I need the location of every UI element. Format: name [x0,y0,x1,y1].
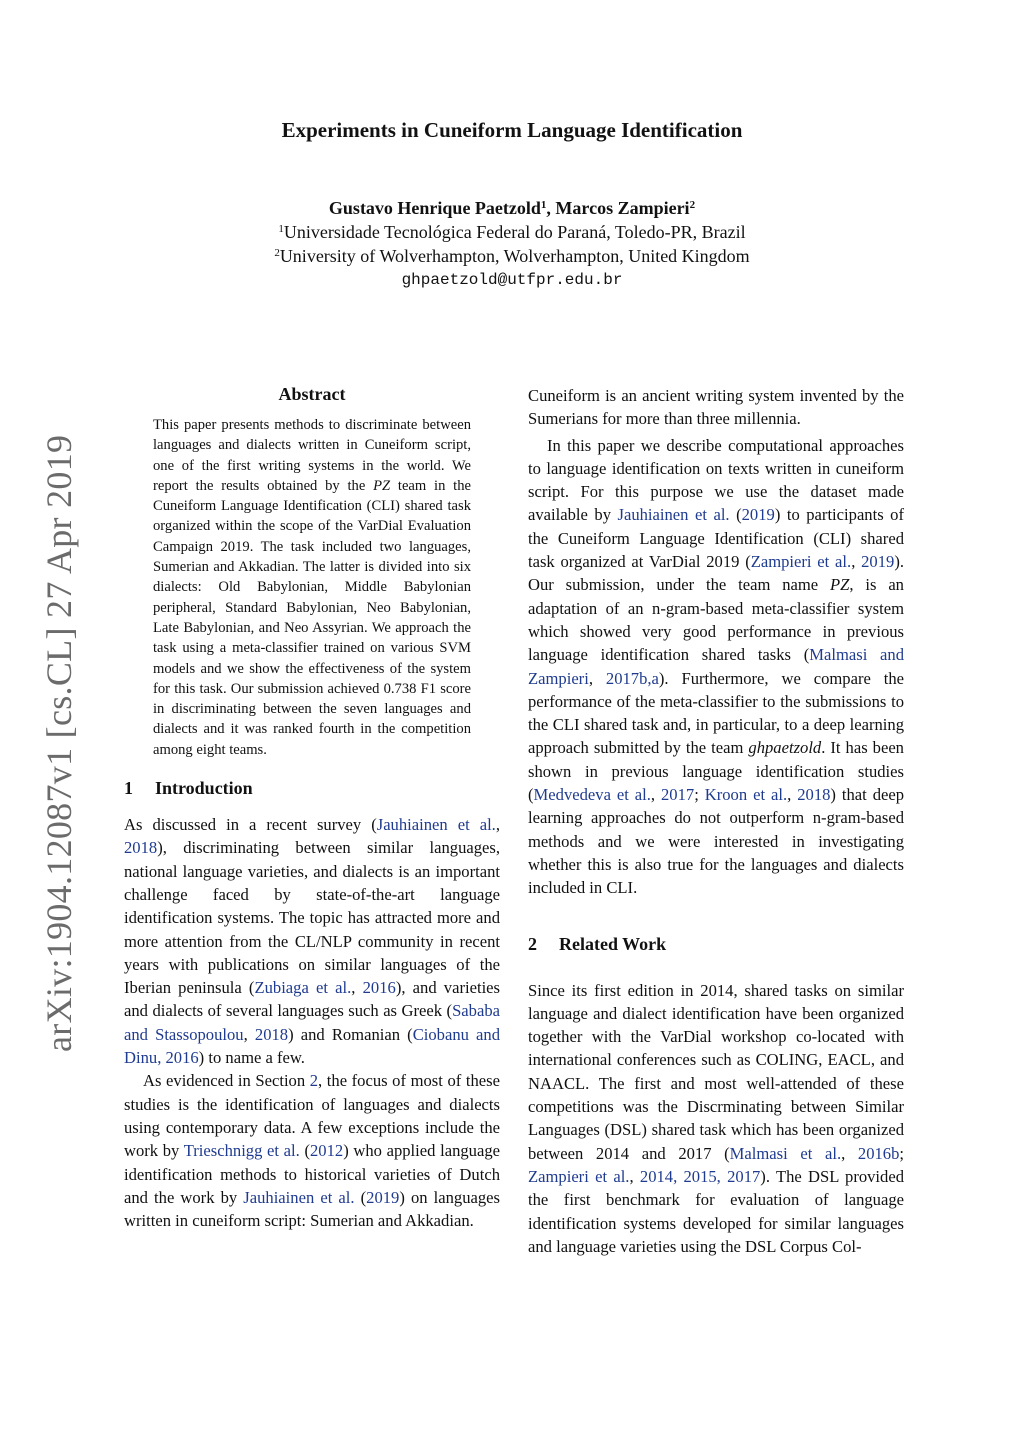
citation-link[interactable]: Sababa and Stassopoulou [124,1001,500,1044]
citation-link[interactable]: Malmasi et al. [729,1143,842,1163]
right-paragraph-1: Cuneiform is an ancient writing system invented by the Sumerians for more than three millennia. [528,386,904,429]
affiliation-1: $^1$Universidade Tecnológica Federal do Paraná, Toledo-PR, Brazil [278,222,746,242]
citation-link[interactable]: 2012 [310,1141,344,1161]
section-heading-related-work: 2 Related Work [528,933,667,954]
author-names: Gustavo Henrique Paetzold$^1$, Marcos Zampieri$^2$ [328,198,696,218]
abstract [124,384,500,760]
citation-link[interactable]: 2017 [661,785,695,805]
citation-link[interactable]: 2016 [362,978,396,998]
citation-link[interactable]: Kroon et al. [704,785,788,805]
citation-link[interactable]: Malmasi and Zampieri [528,645,904,688]
citation-link[interactable]: 2019 [861,552,895,572]
author-block [0,196,1024,292]
citation-link[interactable]: 2017b,a [605,668,659,688]
author-2: Marcos Zampieri [555,198,690,218]
citation-link[interactable]: Zubiaga et al. [254,978,352,998]
right-paragraph-2: In this paper we describe computational approaches to language identification on texts written in cuneiform script. For this purpose we use the dataset made available by Jauhiainen et al. (2019) to participants of the Cuneiform Language Identification (CLI) shared task organized at VarDial 2019 (Zampieri et al., 2019). Our submission, under the team name PZ, is an adaptation of an n-gram-based meta-classifier system which showed very good performance in previous language identification shared tasks (Malmasi and Zampieri, 2017b,a). Furthermore, we compare the performance of the meta-classifier to the submissions to the CLI shared task and, in particular, to a deep learning approach submitted by the team ghpaetzold. It has been shown in previous language identification studies (Medvedeva et al., 2017; Kroon et al., 2018) that deep learning approaches do not outperform n-gram-based methods and we were interested in investigating whether this is also true for the languages and dialects included in CLI. [528,435,905,898]
section-ref-link[interactable]: 2 [309,1071,319,1091]
citation-link[interactable]: 2019 [366,1187,400,1207]
citation-link[interactable]: Zampieri et al. [750,552,852,572]
related-paragraph-1: Since its first edition in 2014, shared tasks on similar language and dialect identification have been organized together with the VarDial workshop co-located with international conferences such as COLING, EACL, and NAACL. The first and most well-attended of these competitions was the Discrminating between Similar Languages (DSL) shared task which has been organized between 2014 and 2017 (Malmasi et al., 2016b; Zampieri et al., 2014, 2015, 2017). The DSL provided the first benchmark for evaluation of language identification systems developed for similar languages and language varieties using the DSL Corpus Col- [528,980,905,1256]
paper-title: Experiments in Cuneiform Language Identification [281,118,743,142]
intro-paragraph-2: As evidenced in Section 2, the focus of most of these studies is the identification of languages and dialects using contemporary data. A few exceptions include the work by Trieschnigg et al. (2012) who applied language identification methods to historical varieties of Dutch and the work by Jauhiainen et al. (2019) on languages written in cuneiform script: Sumerian and Akkadian. [124,1071,500,1231]
citation-link[interactable]: Zampieri et al. [528,1166,630,1186]
affiliation-2: $^2$University of Wolverhampton, Wolverhampton, United Kingdom [274,246,750,266]
section-heading-introduction: 1 Introduction [124,778,253,799]
citation-link[interactable]: Trieschnigg et al. [183,1141,300,1161]
author-1: Gustavo Henrique Paetzold [328,198,541,218]
citation-link[interactable]: Medvedeva et al. [533,785,651,805]
abstract-text: This paper presents methods to discriminate between languages and dialects written in Cuneiform script, one of the first writing systems in the world. We report the results obtained by the PZ team in the Cuneiform Language Identification (CLI) shared task organized within the scope of the VarDial Evaluation Campaign 2019. The task included two languages, Sumerian and Akkadian. The latter is divided into six dialects: Old Babylonian, Middle Babylonian peripheral, Standard Babylonian, Neo Babylonian, Late Babylonian, and Neo Assyrian. We approach the task using a meta-classifier trained on various SVM models and we show the effectiveness of the system for this task. Our submission achieved 0.738 F1 score in discriminating between the seven languages and dialects and it was ranked fourth in the competition among eight teams. [153,417,471,758]
citation-link[interactable]: 2019 [741,505,775,525]
citation-link[interactable]: Jauhiainen et al. [376,815,496,835]
abstract-heading: Abstract [278,384,346,404]
citation-link[interactable]: 2018 [124,838,158,858]
citation-link[interactable]: Ciobanu and Dinu, 2016 [124,1024,501,1068]
arxiv-side-label: arXiv:1904.12087v1 [cs.CL] 27 Apr 2019 [39,434,79,1052]
left-column [124,384,500,1232]
author-email: ghpaetzold@utfpr.edu.br [401,271,623,289]
intro-paragraph-1: As discussed in a recent survey (Jauhiainen et al., 2018), discriminating between similar languages, national language varieties, and dialects is an important challenge faced by state-of-the-art language identification systems. The topic has attracted more and more attention from the CL/NLP community in recent years with publications on similar languages of the Iberian peninsula (Zubiaga et al., 2016), and varieties and dialects of several languages such as Greek (Sababa and Stassopoulou, 2018) and Romanian (Ciobanu and Dinu, 2016) to name a few. [124,815,501,1068]
citation-link[interactable]: Jauhiainen et al. [243,1187,355,1207]
citation-link[interactable]: 2018 [254,1024,289,1044]
right-column [528,384,904,1258]
citation-link[interactable]: 2014, 2015, 2017 [639,1166,761,1186]
citation-link[interactable]: Jauhiainen et al. [617,505,730,525]
citation-link[interactable]: 2016b [857,1143,900,1163]
citation-link[interactable]: 2018 [797,785,831,805]
